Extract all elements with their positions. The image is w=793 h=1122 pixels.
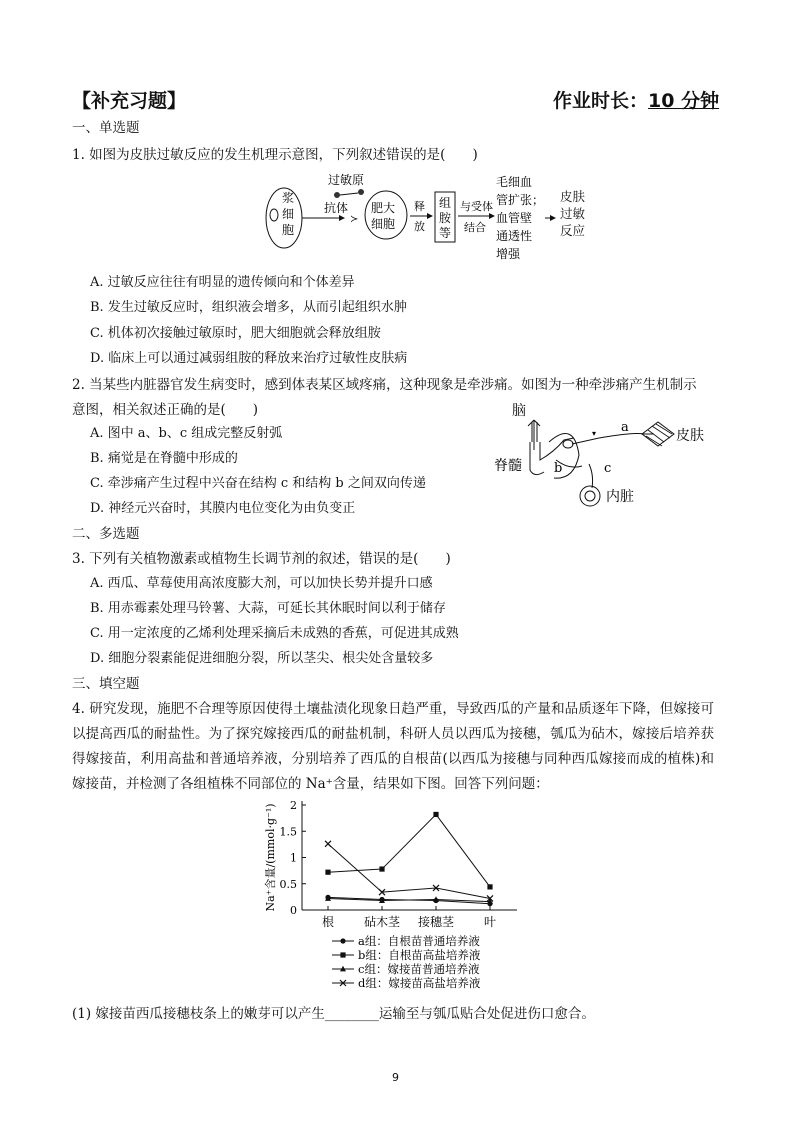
y-tick-label: 1	[290, 851, 297, 865]
plasma-cell-char-1: 浆	[282, 191, 295, 205]
chart-marks	[325, 812, 493, 906]
legend-label: c组：嫁接苗普通培养液	[358, 962, 480, 976]
allergy-result	[560, 188, 585, 239]
data-point	[325, 870, 330, 875]
page-number: 9	[392, 1071, 399, 1084]
q3-option-c: C. 用一定浓度的乙烯利处理采摘后未成熟的香蕉，可促进其成熟	[90, 626, 459, 641]
neuron-a-label: a	[621, 420, 629, 435]
legend-label: d组：嫁接苗高盐培养液	[358, 976, 481, 990]
q2-option-c: C. 牵涉痛产生过程中兴奋在结构 c 和结构 b 之间双向传递	[90, 476, 426, 491]
histamine-char-2: 胺	[439, 211, 452, 225]
effect-line-1: 毛细血	[496, 175, 533, 189]
result-line-1: 皮肤	[560, 189, 586, 204]
q1-option-c: C. 机体初次接触过敏原时，肥大细胞就会释放组胺	[90, 326, 381, 341]
y-tick-label: 2	[290, 799, 297, 812]
legend-label: b组：自根苗高盐培养液	[358, 948, 481, 962]
series-line-triangle	[328, 898, 490, 901]
na-content-chart	[262, 795, 532, 1000]
data-point	[340, 952, 345, 957]
data-point	[487, 884, 492, 889]
neuron-c-label: c	[604, 461, 612, 476]
plasma-cell-char-2: 细	[282, 207, 295, 221]
q4-sub-question-1: (1) 嫁接苗西瓜接穗枝条上的嫩芽可以产生________运输至与瓠瓜贴合处促进伤口愈合。	[72, 1006, 595, 1022]
homework-duration	[553, 86, 719, 113]
receptor-line-1: 与受体	[460, 200, 493, 213]
effect-line-5: 增强	[496, 247, 521, 261]
series-line-square	[328, 814, 490, 886]
effect-line-4: 通透性	[496, 229, 533, 243]
allergy-mechanism-diagram	[258, 170, 558, 270]
y-tick-label: 1.5	[279, 825, 297, 839]
y-tick-label: 0	[290, 904, 297, 917]
mast-cell-line-2: 细胞	[371, 217, 396, 231]
data-point	[433, 812, 438, 817]
x-tick-label: 砧木茎	[363, 915, 401, 929]
allergen-label: 过敏原	[328, 173, 365, 187]
q2-option-d: D. 神经元兴奋时，其膜内电位变化为由负变正	[90, 501, 356, 516]
q4-paragraph: 4. 研究发现，施肥不合理等原因使得土壤盐渍化现象日趋严重，导致西瓜的产量和品质逐年下降，但嫁接可以提高西瓜的耐盐性。为了探究嫁接西瓜的耐盐机制，科研人员以西瓜为接穗，瓠瓜为砧木，嫁接后培养获得嫁接苗，利用高盐和普通培养液，分别培养了西瓜的自根苗(以西瓜为接穗与同种西瓜嫁接而成的植株)和嫁接苗，并检测了各组植株不同部位的 Na⁺含量，结果如下图。回答下列问题：	[72, 701, 714, 792]
q1-stem: 1. 如图为皮肤过敏反应的发生机理示意图，下列叙述错误的是( )	[72, 147, 478, 163]
q1-option-d: D. 临床上可以通过减弱组胺的释放来治疗过敏性皮肤病	[90, 351, 408, 366]
referred-pain-diagram	[494, 400, 719, 515]
svg-text:▾: ▾	[592, 429, 597, 438]
x-tick-label: 接穗茎	[417, 915, 455, 929]
x-tick-label: 叶	[483, 915, 497, 929]
histamine-char-1: 组	[439, 196, 452, 210]
svg-text:≻: ≻	[350, 214, 359, 225]
y-tick-label: 0.5	[279, 877, 297, 891]
spinal-cord-label: 脊髓	[494, 458, 522, 474]
y-axis-label: Na⁺含量/(mmol·g⁻¹)	[264, 803, 277, 912]
duration-value: 10 分钟	[648, 90, 720, 112]
legend-label: a组：自根苗普通培养液	[358, 934, 480, 948]
data-point	[379, 866, 384, 871]
result-line-2: 过敏	[560, 206, 586, 221]
q2-stem-line-2: 意图，相关叙述正确的是( )	[72, 402, 259, 418]
section-multiple-choice: 二、多选题	[72, 526, 140, 542]
neuron-b-label: b	[554, 461, 563, 476]
antibody-label: 抗体	[324, 201, 349, 215]
data-point	[325, 841, 331, 847]
release-char-1: 释	[414, 200, 425, 213]
effect-line-3: 血管壁	[496, 211, 533, 225]
histamine-char-3: 等	[439, 226, 452, 240]
q3-stem: 3. 下列有关植物激素或植物生长调节剂的叙述，错误的是( )	[72, 551, 451, 567]
chart-legend	[332, 934, 481, 990]
viscera-label: 内脏	[606, 489, 634, 505]
q2-stem-line-1: 2. 当某些内脏器官发生病变时，感到体表某区域疼痛，这种现象是牵涉痛。如图为一种牵涉痛产生机制示	[72, 377, 697, 393]
receptor-line-2: 结合	[464, 221, 486, 234]
result-line-3: 反应	[560, 223, 586, 238]
q1-option-a: A. 过敏反应往往有明显的遗传倾向和个体差异	[90, 275, 355, 290]
brain-label: 脑	[512, 403, 526, 419]
skin-label: 皮肤	[676, 428, 704, 444]
exercise-title: 【补充习题】	[72, 90, 187, 112]
duration-label: 作业时长：	[553, 90, 649, 112]
q3-option-a: A. 西瓜、草莓使用高浓度膨大剂，可以加快长势并提升口感	[90, 576, 433, 591]
chart-axes	[263, 799, 517, 929]
release-char-2: 放	[414, 220, 425, 233]
effect-line-2: 管扩张；	[496, 193, 545, 207]
q1-option-b: B. 发生过敏反应时，组织液会增多，从而引起组织水肿	[90, 300, 407, 315]
plasma-cell-char-3: 胞	[282, 223, 295, 237]
section-single-choice: 一、单选题	[72, 120, 140, 136]
data-point	[340, 938, 345, 943]
q3-option-b: B. 用赤霉素处理马铃薯、大蒜，可延长其休眠时间以利于储存	[90, 601, 446, 616]
q3-option-d: D. 细胞分裂素能促进细胞分裂，所以茎尖、根尖处含量较多	[90, 651, 434, 666]
mast-cell-line-1: 肥大	[371, 201, 396, 215]
x-tick-label: 根	[321, 915, 335, 929]
q2-option-b: B. 痛觉是在脊髓中形成的	[90, 451, 238, 466]
section-fill-in: 三、填空题	[72, 676, 140, 692]
q2-option-a: A. 图中 a、b、c 组成完整反射弧	[90, 426, 283, 441]
